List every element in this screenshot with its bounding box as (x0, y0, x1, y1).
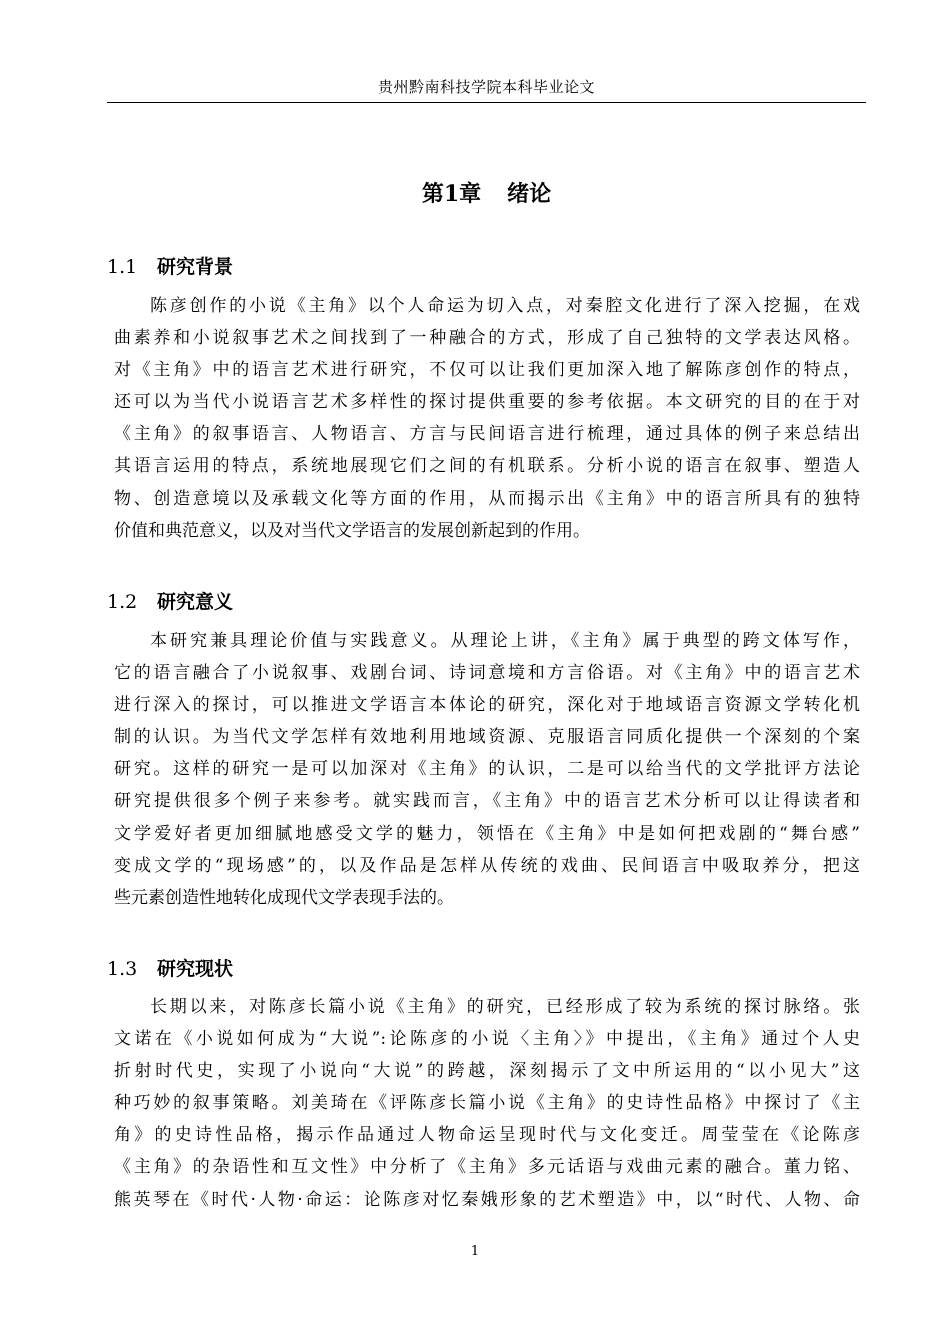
section-paragraph (114, 991, 860, 1216)
paragraph-line: 熊英琴在《时代·人物·命运：论陈彦对忆秦娥形象的艺术塑造》中，以“时代、人物、命 (114, 1189, 860, 1210)
paragraph-line: 研究。这样的研究一是可以加深对《主角》的认识，二是可以给当代的文学批评方法论 (114, 759, 860, 780)
chapter-title: 绪论 (507, 181, 552, 207)
paragraph-line: 对《主角》中的语言艺术进行研究，不仅可以让我们更加深入地了解陈彦创作的特点， (114, 360, 860, 381)
paragraph-line: 进行深入的探讨，可以推进文学语言本体论的研究，深化对于地域语言资源文学转化机 (114, 695, 860, 716)
section-number: 1.1 (107, 256, 138, 278)
paragraph-line: 文学爱好者更加细腻地感受文学的魅力，领悟在《主角》中是如何把戏剧的“舞台感” (114, 823, 860, 844)
paragraph-line: 研究提供很多个例子来参考。就实践而言，《主角》中的语言艺术分析可以让得读者和 (114, 791, 860, 812)
paragraph-line: 价值和典范意义，以及对当代文学语言的发展创新起到的作用。 (114, 520, 590, 541)
page-number: 1 (470, 1244, 480, 1259)
paragraph-line: 《主角》的杂语性和互文性》中分析了《主角》多元话语与戏曲元素的融合。董力铭、 (114, 1157, 860, 1178)
section-heading (107, 587, 233, 614)
paragraph-line: 还可以为当代小说语言艺术多样性的探讨提供重要的参考依据。本文研究的目的在于对 (114, 392, 860, 413)
running-header: 贵州黔南科技学院本科毕业论文 (377, 78, 595, 96)
paragraph-line: 角》的史诗性品格，揭示作品通过人物命运呈现时代与文化变迁。周莹莹在《论陈彦 (114, 1125, 860, 1146)
paragraph-line: 文诺在《小说如何成为“大说”:论陈彦的小说〈主角〉》中提出，《主角》通过个人史 (114, 1029, 860, 1050)
paragraph-line: 其语言运用的特点，系统地展现它们之间的有机联系。分析小说的语言在叙事、塑造人 (114, 456, 860, 477)
paragraph-line: 长期以来，对陈彦长篇小说《主角》的研究，已经形成了较为系统的探讨脉络。张 (150, 997, 860, 1017)
paragraph-line: 折射时代史，实现了小说向“大说”的跨越，深刻揭示了文中所运用的“以小见大”这 (114, 1061, 860, 1082)
section-number: 1.2 (107, 591, 138, 613)
section-heading (107, 252, 233, 279)
section-heading (107, 954, 233, 981)
paragraph-line: 些元素创造性地转化成现代文学表现手法的。 (114, 887, 454, 908)
chapter-number: 第1章 (421, 181, 482, 207)
section-title: 研究现状 (157, 958, 234, 980)
section-number: 1.3 (107, 958, 138, 980)
paragraph-line: 物、创造意境以及承载文化等方面的作用，从而揭示出《主角》中的语言所具有的独特 (114, 488, 860, 509)
paragraph-line: 变成文学的“现场感”的，以及作品是怎样从传统的戏曲、民间语言中吸取养分，把这 (114, 855, 860, 876)
section-paragraph (114, 625, 860, 914)
paragraph-line: 《主角》的叙事语言、人物语言、方言与民间语言进行梳理，通过具体的例子来总结出 (114, 424, 860, 445)
chapter-heading (107, 177, 866, 208)
paragraph-line: 制的认识。为当代文学怎样有效地利用地域资源、克服语言同质化提供一个深刻的个案 (114, 727, 860, 748)
section-title: 研究意义 (157, 591, 234, 613)
section-paragraph (114, 290, 860, 547)
paragraph-line: 本研究兼具理论价值与实践意义。从理论上讲，《主角》属于典型的跨文体写作， (150, 631, 860, 651)
header-rule (107, 102, 866, 103)
paragraph-line: 曲素养和小说叙事艺术之间找到了一种融合的方式，形成了自己独特的文学表达风格。 (114, 328, 860, 349)
paragraph-line: 种巧妙的叙事策略。刘美琦在《评陈彦长篇小说《主角》的史诗性品格》中探讨了《主 (114, 1093, 860, 1114)
paragraph-line: 它的语言融合了小说叙事、戏剧台词、诗词意境和方言俗语。对《主角》中的语言艺术 (114, 663, 860, 684)
paragraph-line: 陈彦创作的小说《主角》以个人命运为切入点，对秦腔文化进行了深入挖掘，在戏 (150, 296, 860, 316)
section-title: 研究背景 (157, 256, 234, 278)
